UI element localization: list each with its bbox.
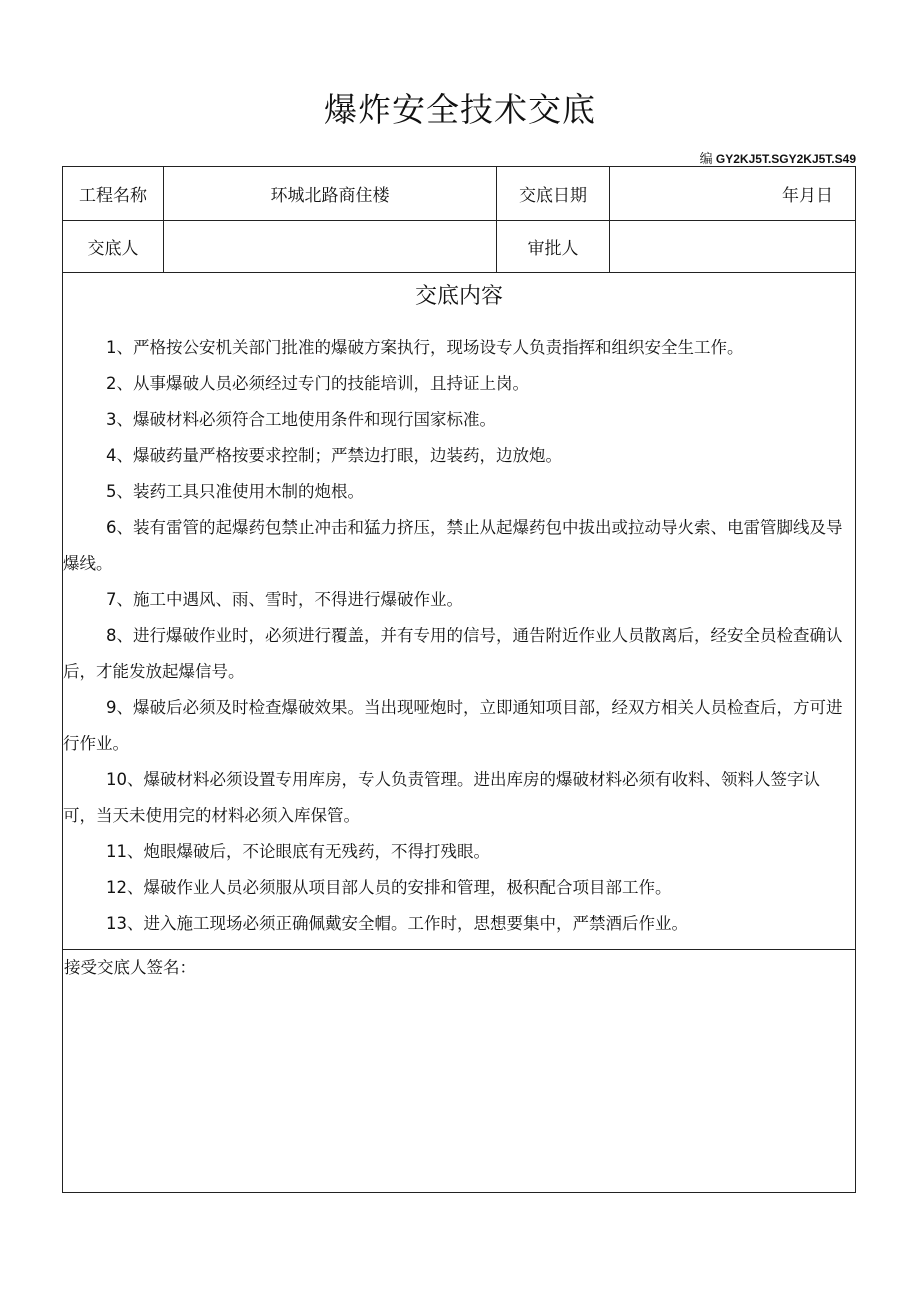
list-item: 8、进行爆破作业时，必须进行覆盖，并有专用的信号，通告附近作业人员散离后，经安全员检查确认后，才能发放起爆信号。	[63, 626, 843, 681]
list-item: 6、装有雷管的起爆药包禁止冲击和猛力挤压，禁止从起爆药包中拔出或拉动导火索、电雷管脚线及导爆线。	[63, 518, 843, 573]
document-code-value: GY2KJ5T.SGY2KJ5T.S49	[715, 152, 856, 166]
document-code	[700, 148, 856, 167]
approver-label: 审批人	[527, 239, 579, 259]
list-item: 7、施工中遇风、雨、雪时，不得进行爆破作业。	[106, 590, 463, 609]
list-item: 5、装药工具只准使用木制的炮根。	[106, 482, 364, 501]
document-code-prefix: 编	[699, 151, 713, 166]
approver-value	[610, 221, 855, 272]
list-item: 3、爆破材料必须符合工地使用条件和现行国家标准。	[106, 410, 496, 429]
signature-label: 接受交底人签名：	[64, 958, 196, 977]
disclosure-date-value: 年月日	[782, 186, 833, 206]
list-item: 9、爆破后必须及时检查爆破效果。当出现哑炮时，立即通知项目部，经双方相关人员检查后，方可进行作业。	[63, 698, 843, 753]
row-divider-2	[63, 272, 855, 273]
list-item: 11、炮眼爆破后，不论眼底有无残药，不得打残眼。	[106, 842, 490, 861]
list-item: 2、从事爆破人员必须经过专门的技能培训，且持证上岗。	[106, 374, 529, 393]
list-item: 10、爆破材料必须设置专用库房，专人负责管理。进出库房的爆破材料必须有收料、领料人签字认可，当天未使用完的材料必须入库保管。	[63, 770, 820, 825]
disclosure-items	[63, 330, 853, 942]
disclosure-date-label: 交底日期	[519, 186, 587, 206]
discloser-label: 交底人	[87, 239, 139, 259]
list-item: 13、进入施工现场必须正确佩戴安全帽。工作时，思想要集中，严禁酒后作业。	[106, 914, 688, 933]
discloser-value	[164, 221, 496, 272]
document-title: 爆炸安全技术交底	[324, 90, 596, 129]
list-item: 12、爆破作业人员必须服从项目部人员的安排和管理，极积配合项目部工作。	[106, 878, 672, 897]
row-divider-3	[63, 949, 855, 950]
disclosure-form	[62, 166, 856, 1193]
project-name-label: 工程名称	[79, 186, 147, 206]
list-item: 1、严格按公安机关部门批准的爆破方案执行，现场设专人负责指挥和组织安全生工作。	[106, 338, 744, 357]
list-item: 4、爆破药量严格按要求控制；严禁边打眼，边装药，边放炮。	[106, 446, 562, 465]
content-section-title: 交底内容	[414, 284, 503, 309]
project-name-value: 环城北路商住楼	[270, 186, 390, 206]
